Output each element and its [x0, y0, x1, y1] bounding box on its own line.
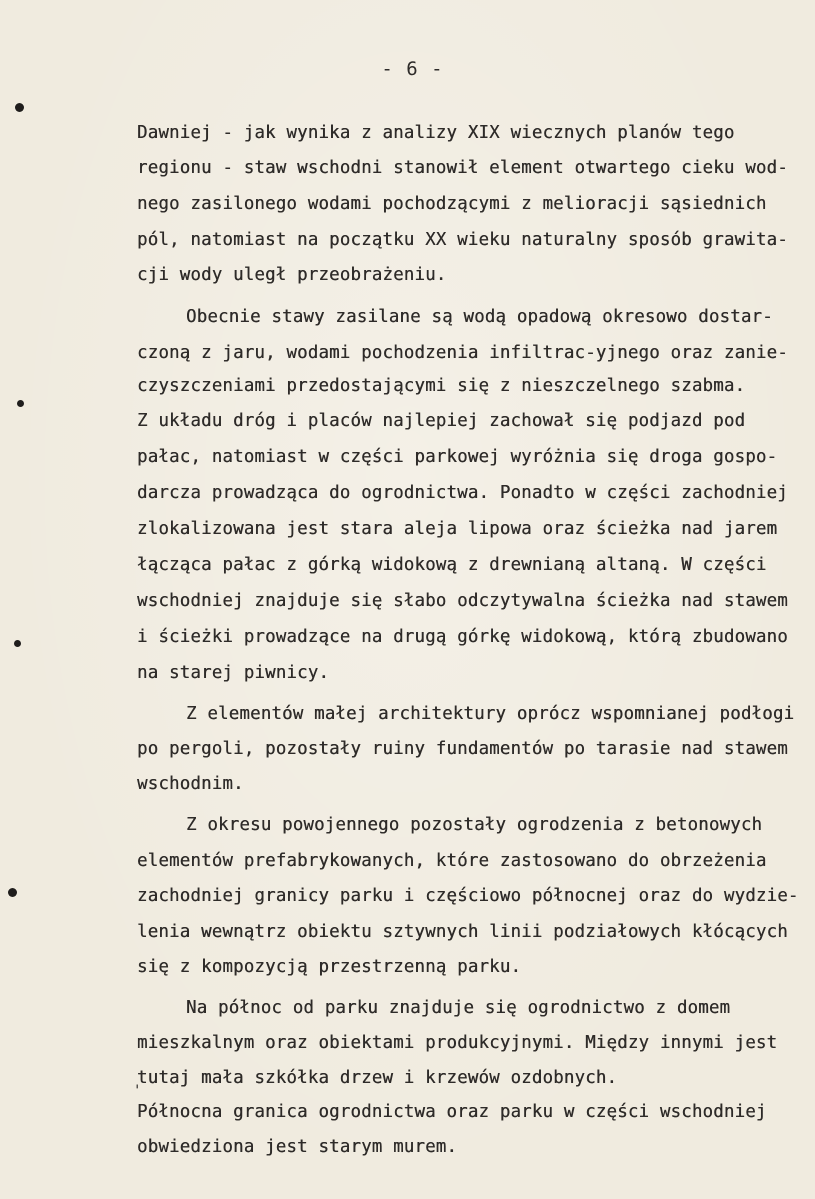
text-line: Obecnie stawy zasilane są wodą opadową okresowo dostar-	[186, 307, 773, 327]
text-line: Północna granica ogrodnictwa oraz parku w części wschodniej	[137, 1102, 767, 1122]
text-line: Z układu dróg i placów najlepiej zachował się podjazd pod	[137, 411, 746, 431]
text-line: wschodniej znajduje się słabo odczytywalna ścieżka nad stawem	[137, 591, 788, 611]
punch-hole-mark	[17, 400, 24, 407]
text-line: lenia wewnątrz obiektu sztywnych linii podziałowych kłócących	[137, 922, 788, 942]
punch-hole-mark	[15, 103, 24, 112]
text-line: łącząca pałac z górką widokową z drewnianą altaną. W części	[137, 555, 767, 575]
text-line: nego zasilonego wodami pochodzącymi z melioracji sąsiednich	[137, 194, 767, 214]
text-line: Z elementów małej architektury oprócz wspomnianej podłogi	[186, 704, 795, 724]
text-line: czoną z jaru, wodami pochodzenia infiltrac-yjnego oraz zanie-	[137, 343, 788, 363]
page-number: - 6 -	[381, 58, 444, 80]
text-line: pól, natomiast na początku XX wieku naturalny sposób grawita-	[137, 230, 788, 250]
text-line: się z kompozycją przestrzenną parku.	[137, 957, 522, 977]
text-line: mieszkalnym oraz obiektami produkcyjnymi. Między innymi jest	[137, 1033, 778, 1053]
text-line: Na północ od parku znajduje się ogrodnictwo z domem	[186, 998, 731, 1018]
text-line: zlokalizowana jest stara aleja lipowa oraz ścieżka nad jarem	[137, 519, 778, 539]
text-line: Dawniej - jak wynika z analizy XIX wiecznych planów tego	[137, 123, 735, 143]
text-line: tutaj mała szkółka drzew i krzewów ozdobnych.	[137, 1068, 618, 1088]
punch-hole-mark	[14, 640, 21, 647]
punch-hole-mark	[8, 888, 17, 897]
text-line: cji wody uległ przeobrażeniu.	[137, 265, 447, 285]
text-line: po pergoli, pozostały ruiny fundamentów po tarasie nad stawem	[137, 739, 788, 759]
text-line: Z okresu powojennego pozostały ogrodzenia z betonowych	[186, 815, 763, 835]
text-line: pałac, natomiast w części parkowej wyróżnia się droga gospo-	[137, 447, 778, 467]
text-line: obwiedziona jest starym murem.	[137, 1137, 458, 1157]
text-line: elementów prefabrykowanych, które zastosowano do obrzeżenia	[137, 851, 767, 871]
text-line: i ścieżki prowadzące na drugą górkę widokową, którą zbudowano	[137, 627, 788, 647]
text-line: czyszczeniami przedostającymi się z nieszczelnego szabma.	[137, 376, 746, 396]
margin-tick-mark: '	[133, 1083, 142, 1099]
text-line: regionu - staw wschodni stanowił element otwartego cieku wod-	[137, 158, 788, 178]
text-line: na starej piwnicy.	[137, 663, 330, 683]
text-line: wschodnim.	[137, 774, 244, 794]
text-line: zachodniej granicy parku i częściowo północnej oraz do wydzie-	[137, 886, 799, 906]
text-line: darcza prowadząca do ogrodnictwa. Ponadto w części zachodniej	[137, 483, 788, 503]
